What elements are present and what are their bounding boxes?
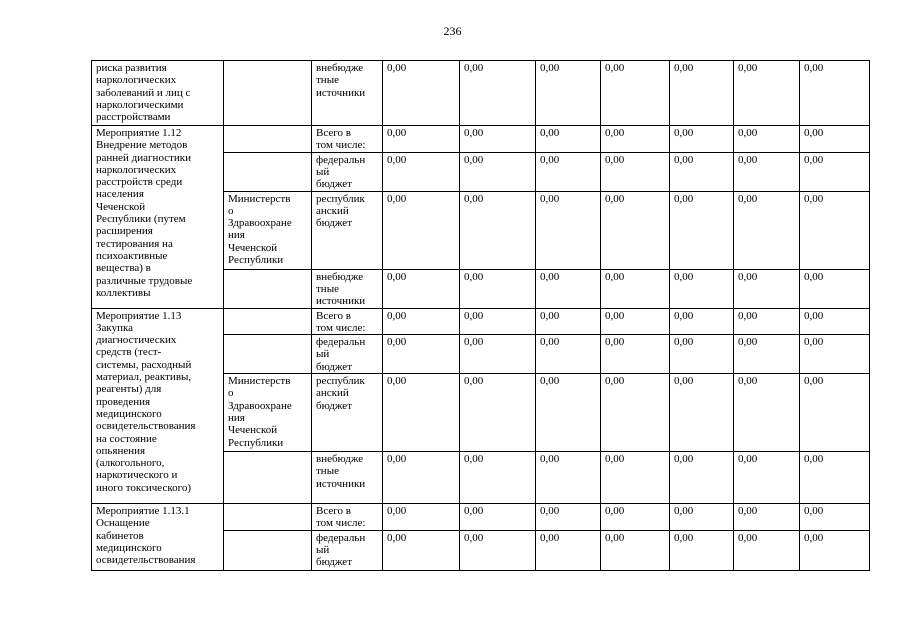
amount-cell: 0,00 <box>601 152 670 191</box>
funding-source-cell: федеральн ый бюджет <box>312 152 383 191</box>
amount-cell: 0,00 <box>460 61 536 126</box>
amount-cell: 0,00 <box>536 191 601 269</box>
amount-cell: 0,00 <box>670 152 734 191</box>
amount-cell: 0,00 <box>670 61 734 126</box>
measure-name-cell: Мероприятие 1.13 Закупка диагностических средств (тест- системы, расходный материал, реактивы, реагенты) для проведения медицинского освидетельствования на состояние опьянения (алкогольного, наркотического и иного токсического) <box>92 308 224 504</box>
amount-cell: 0,00 <box>670 504 734 531</box>
table-row <box>92 308 870 335</box>
amount-cell: 0,00 <box>734 504 800 531</box>
amount-cell: 0,00 <box>601 504 670 531</box>
responsible-executor-cell <box>224 308 312 335</box>
funding-source-cell: Всего в том числе: <box>312 308 383 335</box>
amount-cell: 0,00 <box>734 374 800 452</box>
amount-cell: 0,00 <box>800 530 870 570</box>
amount-cell: 0,00 <box>536 530 601 570</box>
amount-cell: 0,00 <box>800 374 870 452</box>
amount-cell: 0,00 <box>670 126 734 153</box>
amount-cell: 0,00 <box>460 269 536 308</box>
amount-cell: 0,00 <box>800 308 870 335</box>
measure-name-cell: Мероприятие 1.13.1 Оснащение кабинетов медицинского освидетельствования <box>92 504 224 571</box>
amount-cell: 0,00 <box>460 335 536 374</box>
amount-cell: 0,00 <box>536 308 601 335</box>
amount-cell: 0,00 <box>383 191 460 269</box>
amount-cell: 0,00 <box>383 374 460 452</box>
amount-cell: 0,00 <box>734 126 800 153</box>
amount-cell: 0,00 <box>536 269 601 308</box>
responsible-executor-cell <box>224 269 312 308</box>
amount-cell: 0,00 <box>800 335 870 374</box>
amount-cell: 0,00 <box>383 126 460 153</box>
amount-cell: 0,00 <box>601 335 670 374</box>
amount-cell: 0,00 <box>383 530 460 570</box>
funding-source-cell: федеральн ый бюджет <box>312 530 383 570</box>
amount-cell: 0,00 <box>383 452 460 504</box>
measure-name-cell: Мероприятие 1.12 Внедрение методов ранней диагностики наркологических расстройств среди населения Чеченской Республики (путем расширения тестирования на психоактивные вещества) в различные трудовые коллективы <box>92 126 224 309</box>
amount-cell: 0,00 <box>800 191 870 269</box>
amount-cell: 0,00 <box>734 269 800 308</box>
amount-cell: 0,00 <box>536 152 601 191</box>
amount-cell: 0,00 <box>383 335 460 374</box>
amount-cell: 0,00 <box>536 126 601 153</box>
amount-cell: 0,00 <box>460 452 536 504</box>
table-row <box>92 61 870 126</box>
amount-cell: 0,00 <box>601 191 670 269</box>
responsible-executor-cell <box>224 152 312 191</box>
amount-cell: 0,00 <box>734 530 800 570</box>
table-body <box>92 61 870 571</box>
table-row <box>92 126 870 153</box>
funding-source-cell: внебюдже тные источники <box>312 61 383 126</box>
amount-cell: 0,00 <box>601 61 670 126</box>
amount-cell: 0,00 <box>601 308 670 335</box>
amount-cell: 0,00 <box>800 504 870 531</box>
amount-cell: 0,00 <box>670 335 734 374</box>
amount-cell: 0,00 <box>601 126 670 153</box>
amount-cell: 0,00 <box>536 61 601 126</box>
amount-cell: 0,00 <box>383 152 460 191</box>
page-number: 236 <box>443 24 462 38</box>
funding-source-cell: республик анский бюджет <box>312 374 383 452</box>
funding-source-cell: республик анский бюджет <box>312 191 383 269</box>
funding-source-cell: Всего в том числе: <box>312 504 383 531</box>
responsible-executor-cell <box>224 335 312 374</box>
amount-cell: 0,00 <box>601 269 670 308</box>
responsible-executor-cell <box>224 61 312 126</box>
responsible-executor-cell <box>224 504 312 531</box>
funding-source-cell: федеральн ый бюджет <box>312 335 383 374</box>
amount-cell: 0,00 <box>383 61 460 126</box>
funding-source-cell: внебюдже тные источники <box>312 452 383 504</box>
amount-cell: 0,00 <box>734 191 800 269</box>
amount-cell: 0,00 <box>383 504 460 531</box>
amount-cell: 0,00 <box>383 308 460 335</box>
amount-cell: 0,00 <box>536 452 601 504</box>
amount-cell: 0,00 <box>670 191 734 269</box>
amount-cell: 0,00 <box>601 452 670 504</box>
responsible-executor-cell <box>224 452 312 504</box>
amount-cell: 0,00 <box>800 452 870 504</box>
amount-cell: 0,00 <box>734 452 800 504</box>
amount-cell: 0,00 <box>601 530 670 570</box>
amount-cell: 0,00 <box>734 308 800 335</box>
responsible-executor-cell: Министерств о Здравоохране ния Чеченской Республики <box>224 191 312 269</box>
measure-name-cell: риска развития наркологических заболеваний и лиц с наркологическими расстройствами <box>92 61 224 126</box>
amount-cell: 0,00 <box>460 504 536 531</box>
amount-cell: 0,00 <box>800 269 870 308</box>
amount-cell: 0,00 <box>670 308 734 335</box>
amount-cell: 0,00 <box>536 374 601 452</box>
amount-cell: 0,00 <box>734 335 800 374</box>
responsible-executor-cell <box>224 530 312 570</box>
amount-cell: 0,00 <box>536 335 601 374</box>
table-row <box>92 504 870 531</box>
amount-cell: 0,00 <box>460 530 536 570</box>
amount-cell: 0,00 <box>734 61 800 126</box>
amount-cell: 0,00 <box>460 191 536 269</box>
budget-table <box>91 60 870 571</box>
funding-source-cell: внебюдже тные источники <box>312 269 383 308</box>
amount-cell: 0,00 <box>670 452 734 504</box>
amount-cell: 0,00 <box>800 61 870 126</box>
amount-cell: 0,00 <box>460 308 536 335</box>
funding-source-cell: Всего в том числе: <box>312 126 383 153</box>
amount-cell: 0,00 <box>536 504 601 531</box>
amount-cell: 0,00 <box>383 269 460 308</box>
amount-cell: 0,00 <box>734 152 800 191</box>
amount-cell: 0,00 <box>670 530 734 570</box>
amount-cell: 0,00 <box>800 152 870 191</box>
amount-cell: 0,00 <box>670 269 734 308</box>
amount-cell: 0,00 <box>800 126 870 153</box>
amount-cell: 0,00 <box>670 374 734 452</box>
responsible-executor-cell <box>224 126 312 153</box>
amount-cell: 0,00 <box>460 374 536 452</box>
responsible-executor-cell: Министерств о Здравоохране ния Чеченской Республики <box>224 374 312 452</box>
amount-cell: 0,00 <box>460 126 536 153</box>
amount-cell: 0,00 <box>601 374 670 452</box>
amount-cell: 0,00 <box>460 152 536 191</box>
